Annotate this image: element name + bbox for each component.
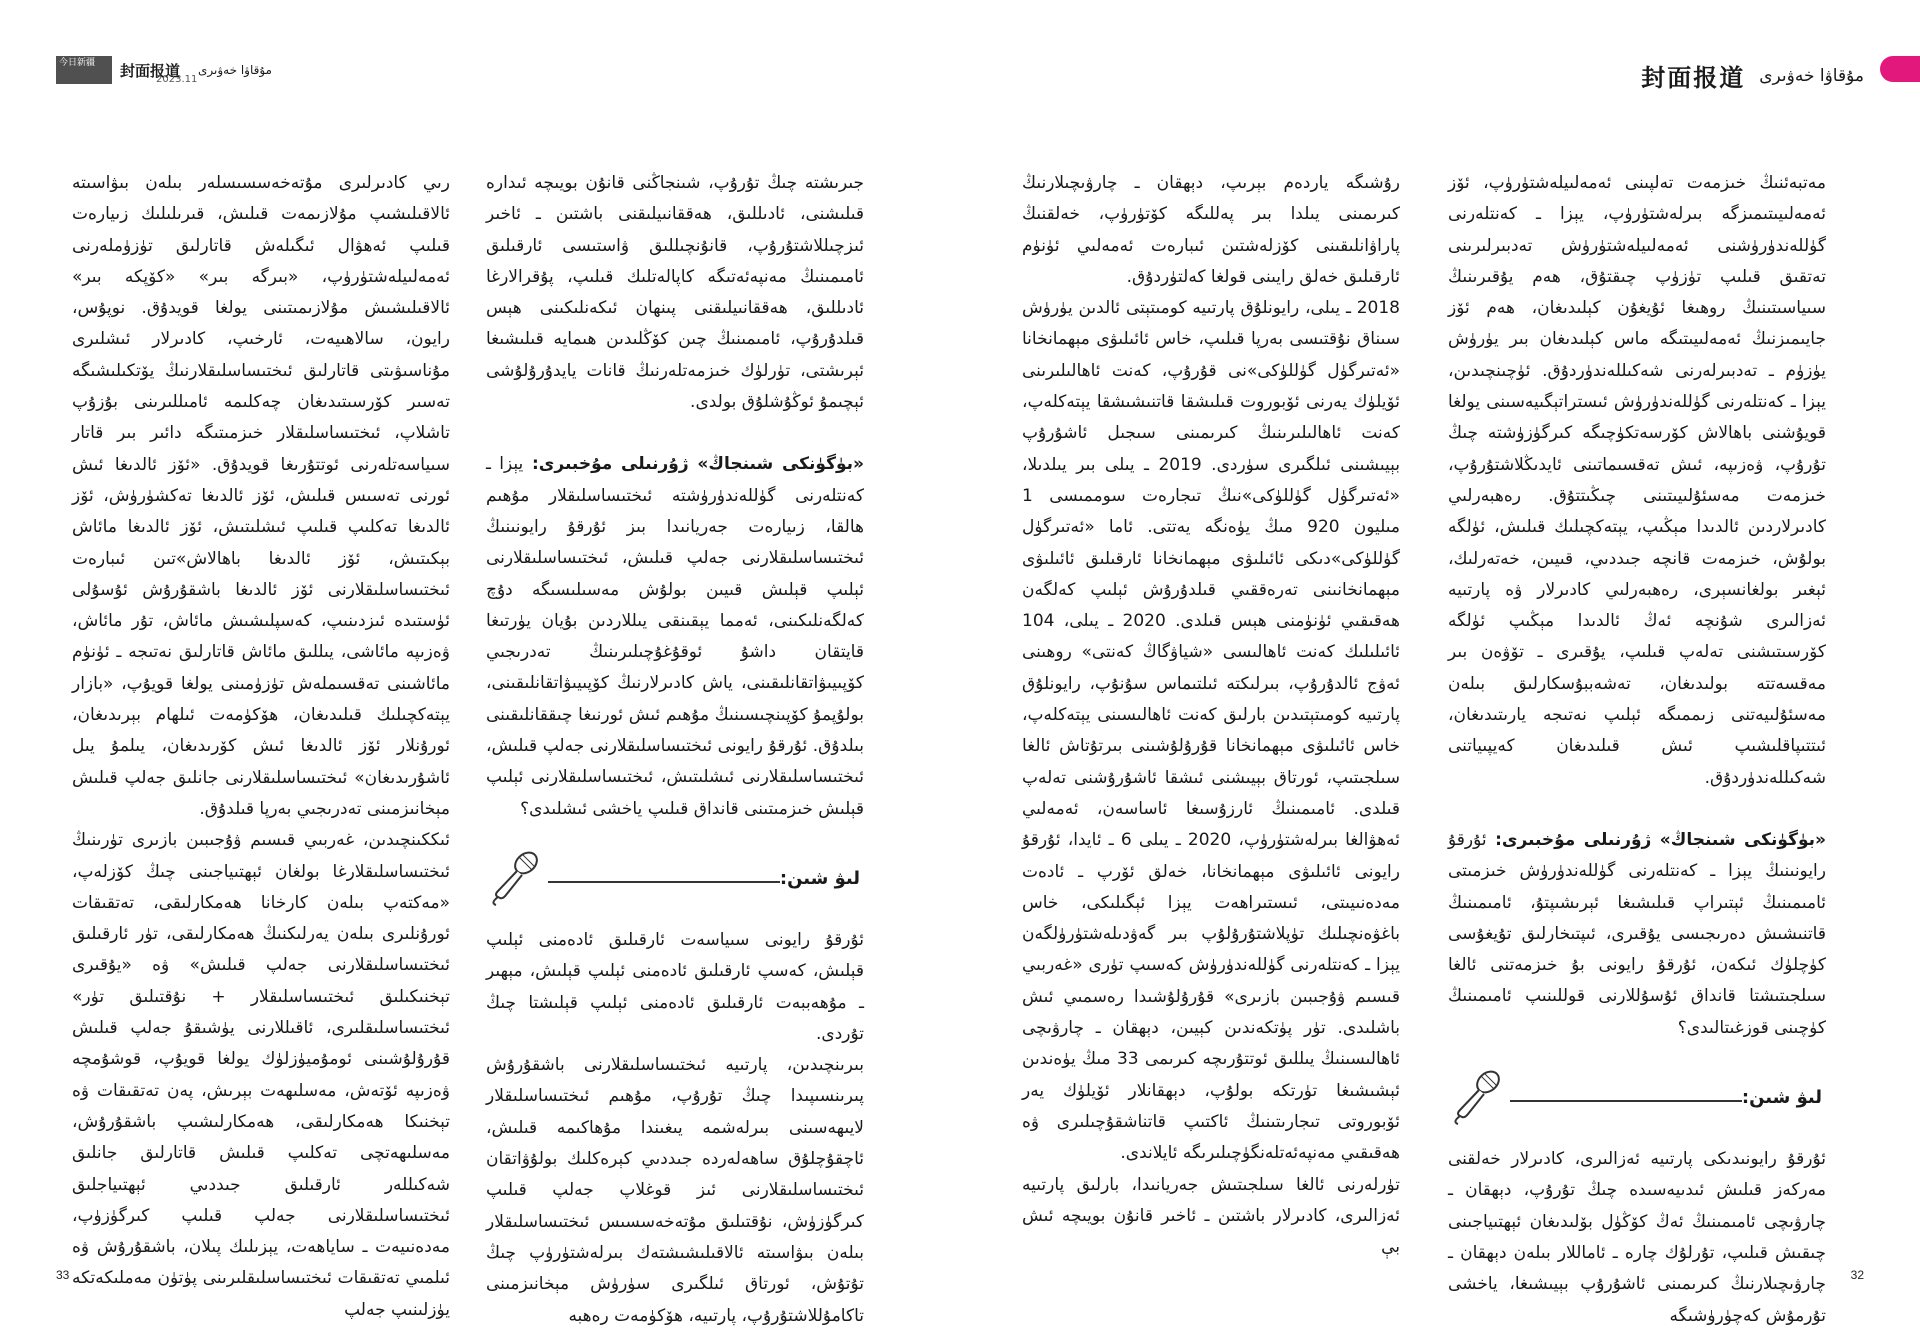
issue-date: 2023.11	[156, 74, 198, 85]
divider	[1510, 1100, 1742, 1102]
paragraph: مەتبەئنىڭ خىزمەت تەلپىنى ئەمەلىيلەشتۈرۈپ، ئۆز ئەمەلىيىتىمىزگە بىرلەشتۈرۈپ، يېزا ـ كەنتلەرنى گۈللەندۈرۈشنى ئەمەلىيلەشتۈرۈش تەدبىرلىرىنى تەتقىق قىلىپ تۈزۈپ چىقتۇق، ھەم يۇقىرىنىڭ سىياسىتىنىڭ روھىغا ئۇيغۇن كېلىدىغان، ھەم ئۆز جايىمىزنىڭ ئەمەلىيىتىگە ماس كېلىدىغان بىر يۈرۈش يۈزۈم ـ تەدبىرلەرنى شەكىللەندۈردۇق. ئۈچىنچىدىن، يېزا ـ كەنتلەرنى گۈللەندۈرۈش ئىستراتېگىيەسىنى يولغا قويۇشنى باھالاش كۆرسەتكۈچىگە كىرگۈزۈشتە چىڭ تۇرۇپ، ۋەزىپە، ئىش تەقسىماتىنى ئايدىڭلاشتۇرۇپ، خىزمەت مەسئۇلىيىتىنى چىڭىتتۇق. رەھبەرلىي كادىرلاردىن ئالدىدا مېڭىپ، يېتەكچىلىك قىلىش، ئۈلگە بولۇش، خىزمەت قانچە جىددىي، قىيىن، خەتەرلىك، ئېغىر بولغانسېرى، رەھبەرلىي كادىرلار ۋە پارتىيە ئەزالىرى شۇنچە ئەڭ ئالدىدا مېڭىپ ئۈلگە كۆرسىتىشنى تەلەپ قىلىپ، يۇقىرى ـ تۆۋەن بىر مەقسەتتە بولىدىغان، تەشەببۇسكارلىق بىلەن مەسئۇلىيەتنى زىممىگە ئېلىپ نەتىجە يارىتىدىغان، ئىتتىپاقلىشىپ ئىش قىلىدىغان كەيپىياتنى شەكىللەندۈردۇق.	[1448, 173, 1826, 788]
left-page-header	[56, 56, 272, 84]
paragraph: ئۇرقۇ رايونى سىياسەت ئارقىلىق ئادەمنى ئېلىپ قېلىش، كەسپ ئارقىلىق ئادەمنى ئېلىپ قېلىش، مېھىر ـ مۇھەببەت ئارقىلىق ئادەمنى ئېلىپ قېلىشتا چىڭ تۇردى.	[486, 929, 864, 1044]
question-text: ئۇرقۇ رايونىنىڭ يېزا ـ كەنتلەرنى گۈللەندۈرۈش خىزمىتى ئامىمىنىڭ ئېتىراپ قىلىشىغا ئېرىشىپتۇ، ئامىمىنىڭ قاتنىشىش دەرىجىسى يۇقىرى، ئىپتىخارلىق تۇيغۇسى كۈچلۈك ئىكەن، ئۇرقۇ رايونى بۇ خىزمەتنى ئالغا سىلجىتىشتا قانداق ئۇسۇللارنى قوللىنىپ ئامىمىنىڭ كۈچىنى قوزغىتالىدى؟	[1448, 829, 1826, 1038]
question-speaker: «بۈگۈنكى شىنجاڭ» ژۇرنىلى مۇخبىرى:	[1495, 829, 1826, 850]
reply-heading	[1448, 1066, 1826, 1130]
interview-question	[1448, 825, 1826, 1044]
section-title-ug: مۇقاۋا خەۋىرى	[1759, 65, 1864, 86]
reply-heading	[486, 847, 864, 911]
paragraph: رۇشىگە ياردەم بېرىپ، دېھقان ـ چارۋىچىلارنىڭ كىرىمىنى يىلدا بىر پەللىگە كۆتۈرۈپ، خەلقنىڭ پاراۋانلىقىنى كۆزلەشتىن ئىبارەت ئەمەلىي ئۈنۈم ئارقىلىق خەلق رايىنى قولغا كەلتۈردۇق.	[1022, 173, 1400, 287]
paragraph: جىرىشتە چىڭ تۇرۇپ، شىنجاڭنى قانۇن بويىچە ئىدارە قىلىشنى، ئادىللىق، ھەققانىيلىقنى باشتىن ـ ئاخىر ئىزچىللاشتۇرۇپ، قانۇنچىللىق ۋاستىسى ئارقىلىق ئامىمىنىڭ مەنپەئەتىگە كاپالەتلىك قىلىپ، پۇقرالارغا ئادىللىق، ھەققانىيلىقنى پىنھان ئىكەنلىكىنى ھېس قىلدۇرۇپ، ئامىمىنىڭ چىن كۆڭلىدىن ھىمايە قىلىشىغا ئېرىشتى، تۈرلۈك خىزمەتلەرنىڭ قانات يايدۇرۇلۇشى ئېچىمۇ ئوڭۇشلۇق بولدى.	[486, 173, 864, 413]
text-column-1	[1448, 168, 1826, 1326]
question-text: يېزا ـ كەنتلەرنى گۈللەندۈرۈشتە ئىختىساسلىقلار مۇھىم ھالقا، زىيارەت جەريانىدا بىز ئۇرقۇ رايونىنىڭ ئىختىساسلىقلارنى جەلپ قىلىش، ئىختىساسلىقلارنى ئېلىپ قېلىش قىيىن بولۇش مەسىلىسىگە دۇچ كەلگەنلىكىنى، ئەمما يېقىنقى يىللاردىن بۇيان يۈرتىغا قايتقان داشۇ ئوقۇغۇچىلىرىنىڭ تەدرىجىي كۆپىيىۋاتقانلىقىنى، ياش كادىرلارنىڭ كۆپىيىۋاتقانلىقىنى، بولۇپمۇ كۆپىنچىسىنىڭ مۇھىم ئىش ئورنىغا چىققانلىقىنى بىلدۇق. ئۇرقۇ رايونى ئىختىساسلىقلارنى جەلپ قىلىش، ئىختىساسلىقلارنى ئىشلىتىش، ئىختىساسلىقلارنى ئېلىپ قېلىش خىزمىتىنى قانداق قىلىپ ياخشى ئىشلىدى؟	[486, 454, 864, 819]
paragraph: رىي كادىرلىرى مۇتەخەسسىسلەر بىلەن بىۋاسىتە ئالاقىلىشىپ مۇلازىمەت قىلىش، قىرىلىلىك زىيارەت قىلىپ ئەھۋال ئىگىلەش قاتارلىق تۈزۈملەرنى ئەمەلىيلەشتۈرۈپ، «بىرگە بىر» «كۆپكە بىر» ئالاقىلىشىش مۇلازىمىتىنى يولغا قويدۇق. نوپۇس، رايون، سالاھىيەت، ئارخىپ، كادىرلار ئىشلىرى مۇناسىۋىتى قاتارلىق ئىختىساسلىقلارنىڭ يۆتكىلىشىگە تەسىر كۆرسىتىدىغان چەكلىمە ئامىللىرىنى بۇزۇپ تاشلاپ، ئىختىساسلىقلار خىزمىتىگە دائىر بىر قاتار سىياسەتلەرنى ئوتتۇرىغا قويدۇق. «ئۆز ئالدىغا ئىش ئورنى تەسىس قىلىش، ئۆز ئالدىغا تەكشۈرۈش، ئۆز ئالدىغا تەكلىپ قىلىپ ئىشلىتىش، ئۆز ئالدىغا مائاش بېكىتىش، ئۆز ئالدىغا باھالاش»تىن ئىبارەت ئىختىساسلىقلارنى ئۆز ئالدىغا باشقۇرۇش ئۇسۇلى ئۈستىدە ئىزدىنىپ، كەسپلىشىش مائاش، تۇر مائاش، ۋەزىپە مائاشى، يىللىق مائاش قاتارلىق نەتىجە ـ ئۈنۈم مائاشىنى تەقسىملەش تۈزۈمىنى يولغا قويۇپ، «بازار يېتەكچىلىك قىلىدىغان، ھۆكۈمەت ئىلھام بېرىدىغان، ئورۇنلار ئۆز ئالدىغا ئىش كۆرىدىغان، يىلمۇ يىل ئاشۇرىدىغان» ئىختىساسلىقلارنى جانلىق جەلپ قىلىش مېخانىزمىنى تەدرىجىي بەرپا قىلدۇق.	[72, 173, 450, 819]
text-column-3	[486, 168, 864, 1326]
paragraph: بىرىنچىدىن، پارتىيە ئىختىساسلىقلارنى باشقۇرۇش پىرىنسىپىدا چىڭ تۇرۇپ، مۇھىم ئىختىساسلىقلار لايىھەسىنى بىرلەشمە يىغىندا مۇھاكىمە قىلىش، ئاچقۇچلۇق ساھەلەردە جىددىي كېرەكلىك بولۇۋاتقان ئىختىساسلىقلارنى ئىز قوغلاپ جەلپ قىلىپ كىرگۈزۈش، نۇقتىلىق مۇتەخەسسىس ئىختىساسلىقلار بىلەن بىۋاسىتە ئالاقىلىشىشتەك بىرلەشتۈرۈپ چىڭ تۇتۇش، ئورتاق ئىلگىرى سۈرۈش مېخانىزمىنى تاكامۇللاشتۇرۇپ، پارتىيە، ھۆكۈمەت رەھبە	[486, 1055, 864, 1326]
section-title-cn: 封面报道	[120, 61, 181, 80]
section-title-cn: 封面报道	[1641, 63, 1746, 92]
paragraph: 2018 ـ يىلى، رايونلۇق پارتىيە كومىتېتى ئالدىن يۈرۈش سىناق نۇقتىسى بەرپا قىلىپ، خاس ئائىلىۋى مېھمانخانا «ئەتىرگۈل گۈللۈكى»نى قۇرۇپ، كەنت ئاھالىلىرىنى ئۆيلۈك يەرنى ئۆبوروت قىلىشقا قاتنىشىشقا يېتەكلەپ، كەنت ئاھالىلىرىنىڭ كىرىمىنى سىجىل ئاشۇرۇپ بېيىشىنى ئىلگىرى سۈردى. 2019 ـ يىلى بىر يىلدىلا، «ئەتىرگۈل گۈللۈكى»نىڭ تىجارەت سوممىسى 1 مىليون 920 مىڭ يۈەنگە يەتتى. ئاما «ئەتىرگۈل گۈللۈكى»دىكى ئائىلىۋى مېھمانخانا ئارقىلىق ئائىلىۋى مېھمانخانىنى تەرەققىي قىلدۇرۇش ئېلىپ كەلگەن ھەقىقىي ئۈنۈمنى ھېس قىلدى. 2020 ـ يىلى، 104 ئائىلىلىك كەنت ئاھالىسى «شياۋگاڭ كەنتى» روھىنى ئەۋج ئالدۇرۇپ، بىرلىكتە ئىلتىماس سۇنۇپ، رايونلۇق پارتىيە كومىتېتىدىن بارلىق كەنت ئاھالىسىنى يېتەكلەپ، خاس ئائىلىۋى مېھمانخانا قۇرۇلۇشىنى بىرتۇتاش ئالغا سىلجىتىپ، ئورتاق بېيىشنى ئىشقا ئاشۇرۇشنى تەلەپ قىلدى. ئامىمىنىڭ ئارزۇسىغا ئاساسەن، ئەمەلىي ئەھۋالغا بىرلەشتۈرۈپ، 2020 ـ يىلى 6 ـ ئايدا، ئۇرقۇ رايونى ئائىلىۋى مېھمانخانا، خەلق ئۆرپ ـ ئادەت مەدەنىيىتى، ئىستىراھەت يېزا ئېگىلىكى، خاس باغۋەنچىلىك تۈپلاشتۇرۇلۇپ بىر گەۋدىلەشتۈرۈلگەن يېزا ـ كەنتلەرنى گۈللەندۈرۈش كەسىپ تۈرى «غەربىي قىسىم ۋۇجىبىن بازىرى» قۇرۇلۇشىدا رەسمىي ئىش باشلىدى. تۈر پۈتكەندىن كېيىن، دېھقان ـ چارۋىچى ئاھالىسىنىڭ يىللىق ئوتتۇرىچە كىرىمى 33 مىڭ يۈەندىن ئېشىشىغا تۈرتكە بولۇپ، دېھقانلار ئۆيلۈك يەر ئۆبوروتى تىجارىتىنىڭ ئاكتىپ قاتناشقۇچىلىرى ۋە ھەقىقىي مەنپەئەتلەنگۈچىلىرىگە ئايلاندى.	[1022, 298, 1400, 1164]
right-page-header	[1641, 58, 1864, 93]
microphone-icon	[486, 847, 546, 907]
page-number-right: 32	[1850, 1268, 1864, 1282]
interview-question	[486, 449, 864, 825]
text-column-4	[72, 168, 450, 1320]
section-tab-marker	[1880, 56, 1920, 82]
reply-speaker: لىۋ شىن:	[1741, 1087, 1822, 1109]
paragraph: ئۇرقۇ رايونىدىكى پارتىيە ئەزالىرى، كادىرلار خەلقنى مەركەز قىلىش ئىدىيەسىدە چىڭ تۇرۇپ، دېھقان ـ چارۋىچى ئامىمىنىڭ ئەڭ كۆڭۈل بۆلىدىغان ئېھتىياجىنى چىقىش قىلىپ، تۇرلۇك چارە ـ ئاماللار بىلەن دېھقان ـ چارۋىچىلارنىڭ كىرىمىنى ئاشۇرۇپ بېيىشىغا، ياخشى تۇرمۇش كەچۈرۈشىگە	[1448, 1149, 1826, 1326]
microphone-icon	[1448, 1066, 1508, 1126]
paragraph: تۈرلەرنى ئالغا سىلجىتىش جەريانىدا، بارلىق پارتىيە ئەزالىرى، كادىرلار باشتىن ـ ئاخىر قانۇن بويىچە ئىش بې	[1022, 1174, 1400, 1258]
reply-speaker: لىۋ شىن:	[779, 867, 860, 889]
text-column-2	[1022, 168, 1400, 1258]
divider	[548, 881, 780, 883]
magazine-logo: 今日新疆	[56, 56, 112, 84]
section-title-ug: مۇقاۋا خەۋىرى	[198, 63, 272, 77]
page-number-left: 33	[56, 1268, 70, 1282]
question-speaker: «بۈگۈنكى شىنجاڭ» ژۇرنىلى مۇخبىرى:	[531, 454, 864, 475]
paragraph: ئىككىنچىدىن، غەربىي قىسىم ۋۇجىبىن بازىرى تۈرىنىڭ ئىختىساسلىقلارغا بولغان ئېھتىياجىنى چىڭ كۆزلەپ، «مەكتەپ بىلەن كارخانا ھەمكارلىقى، تەتقىقات ئورۇنلىرى بىلەن يەرلىكنىڭ ھەمكارلىقى، تۈر ئارقىلىق ئىختىساسلىقلارنى جەلپ قىلىش» ۋە «يۇقىرى تېخنىكىلىق ئىختىساسلىقلار + نۇقتىلىق تۈر» ئىختىساسلىقلىرى، ئاقىللارنى يۈشىقۇ جەلپ قىلىش قۇرۇلۇشىنى ئومۇميۈزلۈك يولغا قويۇپ، قوشۇمچە ۋەزىپە ئۆتەش، مەسلىھەت بېرىش، پەن تەتقىقات ۋە تېخنىكا ھەمكارلىقى، ھەمكارلىشىپ باشقۇرۇش، مەسلىھەتچى تەكلىپ قىلىش قاتارلىق جانلىق شەكىللەر ئارقىلىق جىددىي ئېھتىياجلىق ئىختىساسلىقلارنى جەلپ قىلىپ كىرگۈزۈپ، مەدەنىيەت ـ ساياھەت، يېزىلىك پىلان، باشقۇرۇش ۋە ئىلمىي تەتقىقات ئىختىساسلىقلىرىنى پۈتۈن مەملىكەتكە يۈزلىنىپ جەلپ	[72, 830, 450, 1320]
